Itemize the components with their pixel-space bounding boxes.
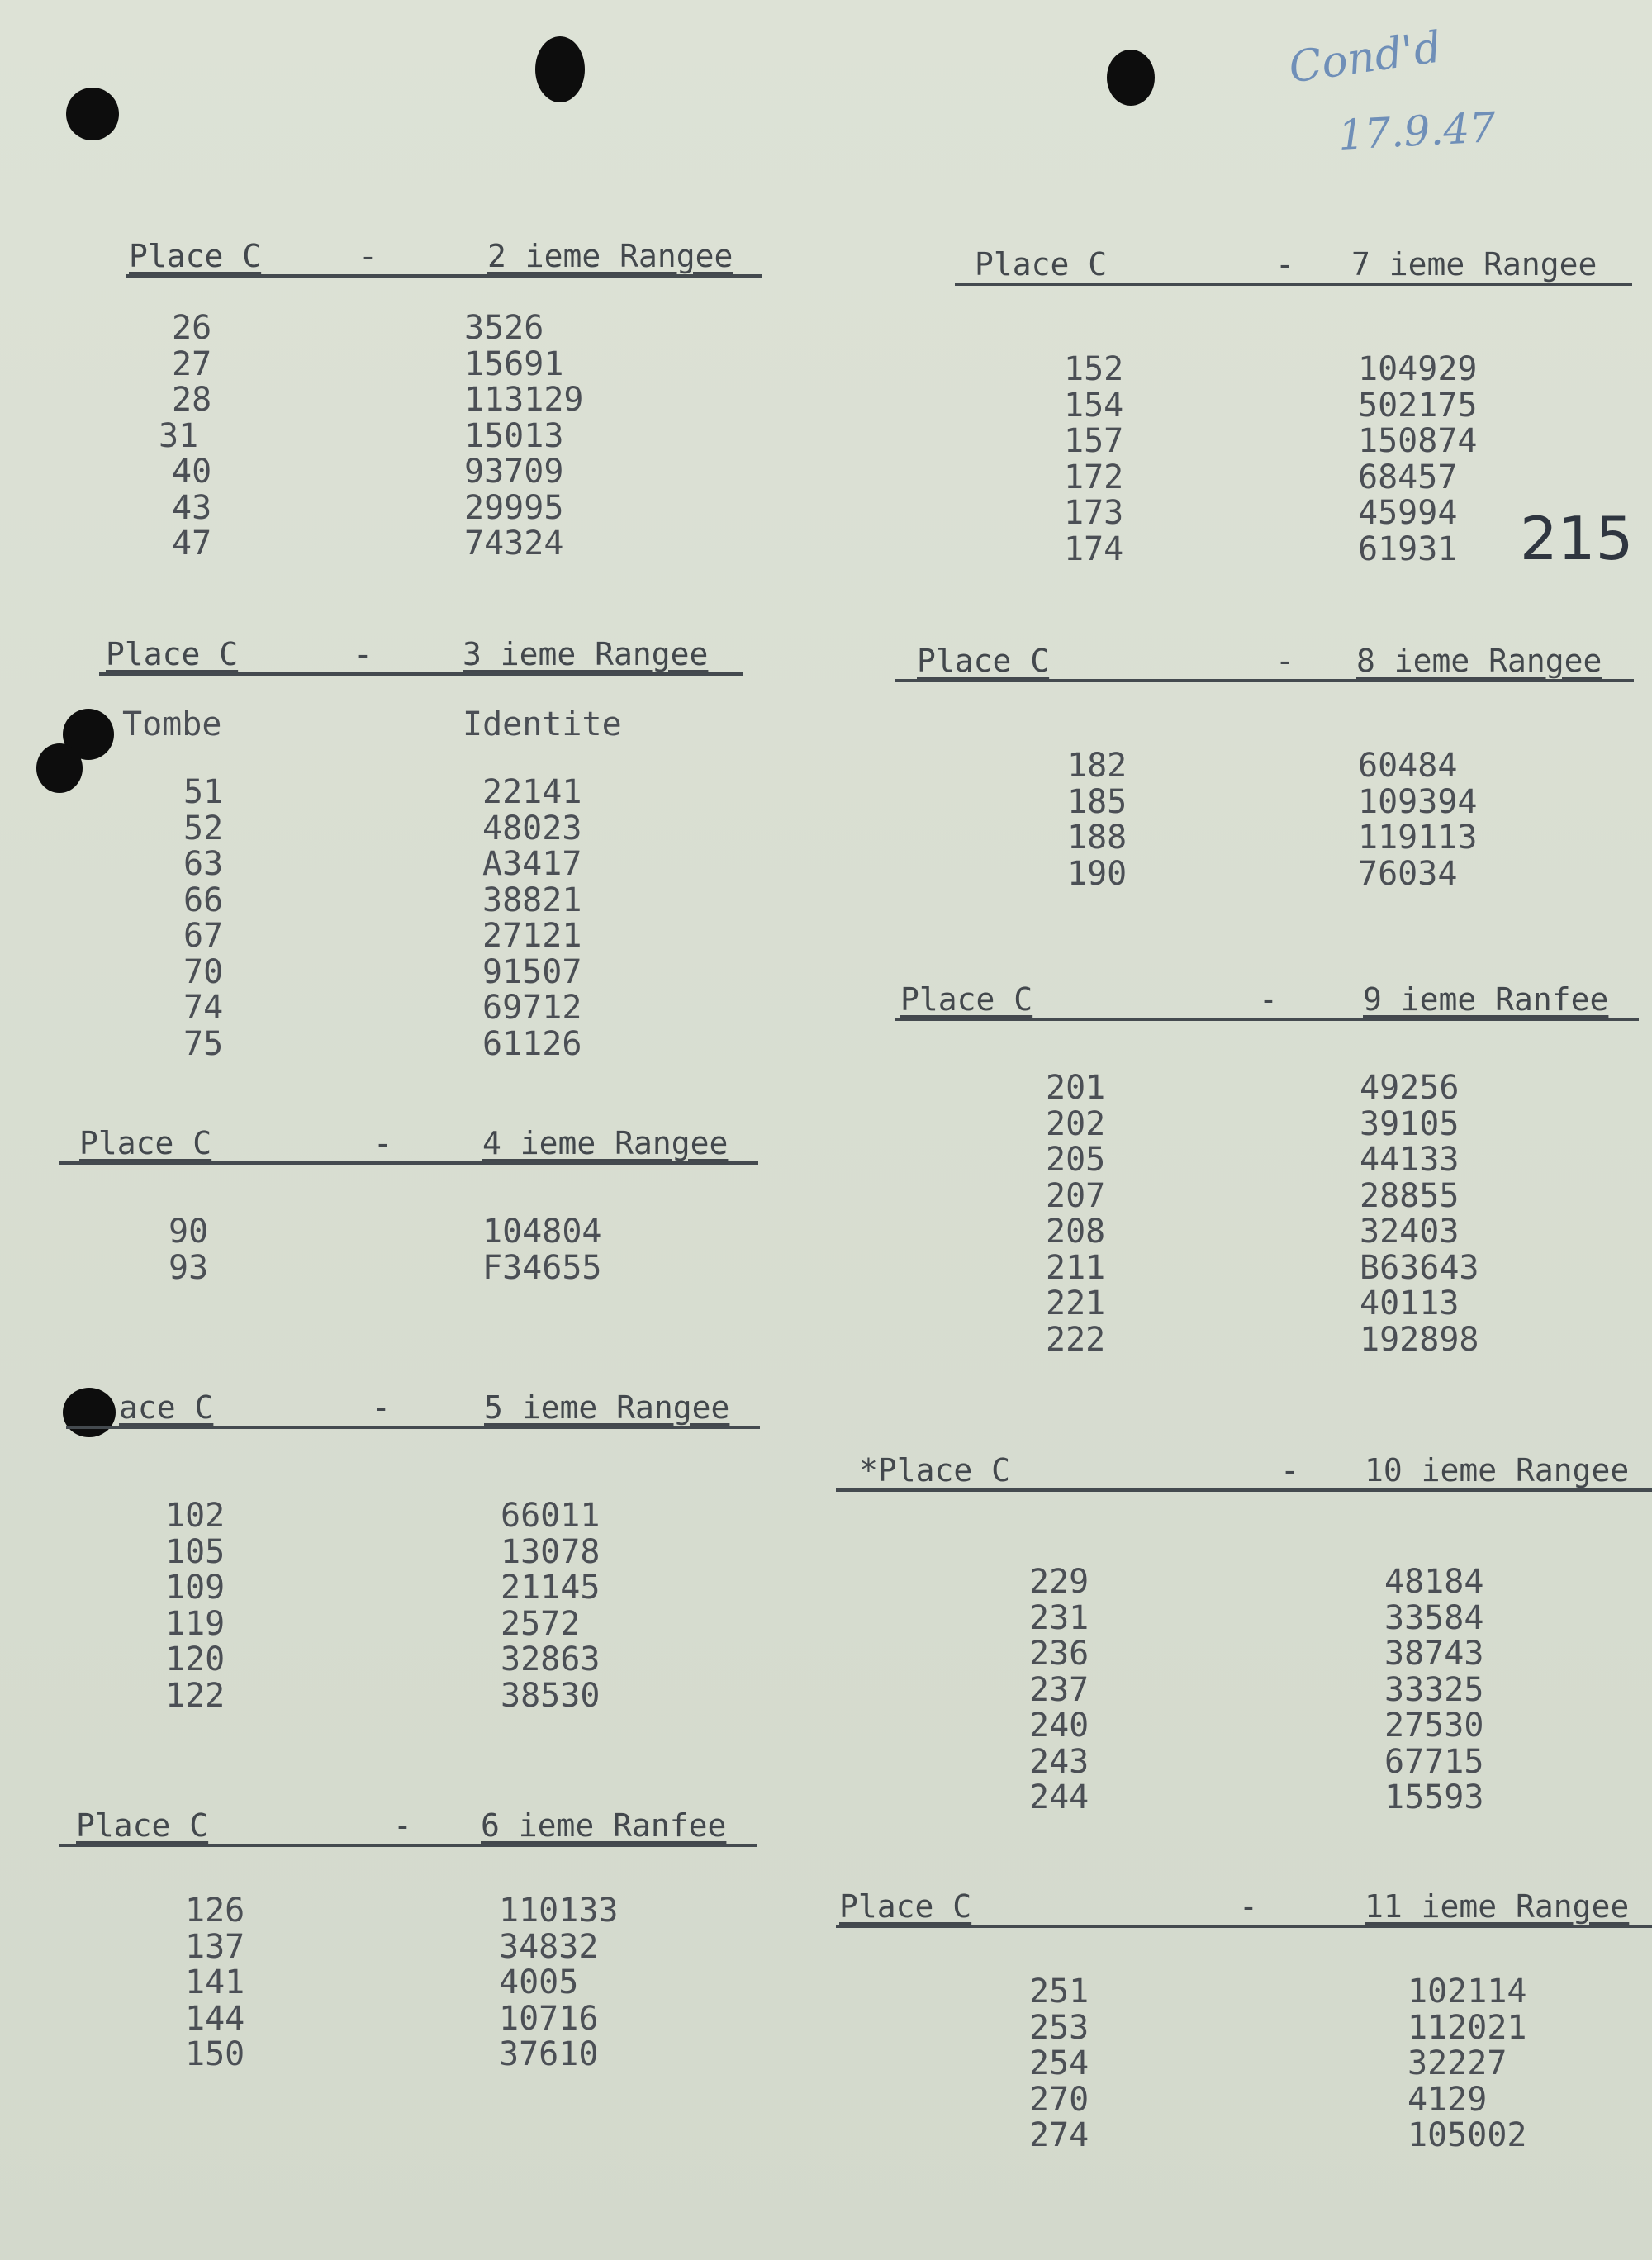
identite-number: 44133 [1360,1141,1460,1179]
tombe-number: 70 [183,952,224,991]
identite-number: 61126 [482,1024,582,1063]
section-header [895,641,1634,682]
identite-number: F34655 [482,1248,602,1287]
tombe-number: 109 [165,1569,225,1607]
identite-number: 69712 [482,989,582,1027]
dash: - [1259,981,1278,1018]
dash: - [393,1807,412,1844]
range-label: 3 ieme Rangee [463,636,709,672]
identite-number: 45994 [1358,494,1458,532]
tombe-number: 67 [183,917,224,955]
tombe-number: 141 [185,1963,245,2001]
tombe-number: 26 [172,309,212,347]
place-label: Place C [900,981,1033,1018]
table-row [66,1570,760,1607]
tombe-number: 137 [185,1927,245,1966]
identite-number: 39105 [1360,1104,1460,1143]
tombe-number: 40 [172,453,212,491]
dash: - [1275,643,1294,679]
tombe-number: 154 [1064,386,1124,425]
identite-number: 68457 [1358,458,1458,496]
tombe-number: 47 [172,525,212,563]
handwritten-note: Cond'd [1285,22,1445,93]
table-row [99,1024,743,1063]
table-row [99,847,743,883]
tombe-number: 28 [172,381,212,419]
table-row [895,854,1634,893]
identite-number: 61931 [1358,529,1458,568]
tombe-number: 173 [1064,494,1124,532]
identite-number: 32227 [1408,2044,1507,2082]
table-row [836,1598,1652,1637]
range-label: 2 ieme Rangee [487,238,733,274]
table-row [836,1636,1652,1673]
tombe-number: 51 [183,773,224,811]
table-row [126,488,762,527]
identite-number: 48023 [482,809,582,848]
identite-number: 38530 [501,1676,601,1715]
table-row [126,454,762,491]
identite-number: 502175 [1358,386,1478,425]
tombe-number: 185 [1067,782,1127,821]
tombe-number: 126 [185,1892,245,1930]
place-label: Place C [917,643,1050,679]
identite-number: 192898 [1360,1320,1479,1359]
tombe-number: 174 [1064,529,1124,568]
identite-number: 66011 [501,1497,601,1535]
tombe-number: 243 [1029,1742,1089,1781]
range-label: 9 ieme Ranfee [1363,981,1609,1018]
tombe-number: 237 [1029,1670,1089,1709]
table-row [66,1604,760,1643]
tombe-number: 202 [1046,1104,1106,1143]
identite-number: 13078 [501,1532,601,1571]
table-row [836,1974,1652,2011]
table-row [66,1532,760,1571]
identite-number: 27121 [482,917,582,955]
identite-number: 38743 [1384,1635,1484,1673]
range-label: 11 ieme Rangee [1365,1888,1630,1925]
table-row [836,1780,1652,1816]
identite-number: 21145 [501,1569,601,1607]
tombe-number: 221 [1046,1284,1106,1322]
dash: - [373,1125,392,1161]
tombe-number: 90 [169,1213,209,1251]
identite-number: 37610 [499,2035,599,2073]
table-row [59,2001,757,2038]
range-label: 4 ieme Rangee [482,1125,729,1161]
tombe-number: 43 [172,488,212,527]
tombe-number: 188 [1067,819,1127,857]
table-row [59,1965,757,2001]
identite-number: 150874 [1358,422,1478,460]
tombe-number: 102 [165,1497,225,1535]
range-label: 7 ieme Rangee [1351,246,1597,282]
table-row [895,1176,1639,1215]
range-label: 8 ieme Rangee [1356,643,1602,679]
table-row [59,2037,757,2073]
identite-number: 93709 [464,453,564,491]
table-row [836,2118,1652,2154]
table-row [955,529,1632,568]
identite-number: B63643 [1360,1248,1479,1287]
section-header [59,1123,758,1165]
tombe-number: 157 [1064,422,1124,460]
table-row [836,1670,1652,1709]
table-row [126,311,762,347]
identite-number: A3417 [482,845,582,883]
identite-number: 4129 [1408,2080,1488,2119]
identite-number: 4005 [499,1963,579,2001]
identite-number: 76034 [1358,854,1458,893]
tombe-number: 229 [1029,1563,1089,1601]
section-header [955,245,1632,286]
table-row [99,811,743,848]
table-row [955,352,1632,388]
table-row [59,1248,758,1287]
table-row [895,1286,1639,1322]
table-row [66,1642,760,1678]
tombe-number: 120 [165,1640,225,1678]
identite-number: 29995 [464,488,564,527]
table-row [895,1322,1639,1359]
section-header [66,1388,760,1429]
table-row [895,1071,1639,1107]
table-row [126,382,762,419]
tombe-number: 207 [1046,1176,1106,1215]
range-label: 6 ieme Ranfee [481,1807,727,1844]
dash: - [358,238,377,274]
tombe-number: 122 [165,1676,225,1715]
tombe-number: 254 [1029,2044,1089,2082]
tombe-number: 244 [1029,1778,1089,1816]
tombe-number: 201 [1046,1069,1106,1107]
identite-number: 67715 [1384,1742,1484,1781]
tombe-number: 222 [1046,1320,1106,1359]
identite-number: 104804 [482,1213,602,1251]
place-label: Place C [839,1888,972,1925]
section-header [895,980,1639,1021]
identite-number: 15593 [1384,1778,1484,1816]
tombe-number: 274 [1029,2116,1089,2154]
table-row [895,820,1634,857]
dash: - [372,1389,391,1426]
tombe-number: 182 [1067,747,1127,785]
tombe-number: 74 [183,989,224,1027]
tombe-number: 75 [183,1024,224,1063]
table-row [59,1893,757,1930]
tombe-number: 52 [183,809,224,848]
identite-number: 102114 [1408,1973,1527,2011]
table-row [66,1678,760,1715]
place-label: Place C [129,238,262,274]
place-label: Place C [975,246,1108,282]
identite-number: 3526 [464,309,544,347]
table-row [836,2082,1652,2119]
punch-hole [535,36,585,102]
identite-number: 22141 [482,773,582,811]
tombe-number: 27 [172,344,212,383]
identite-number: 15691 [464,344,564,383]
punch-hole [66,88,119,140]
table-row [895,748,1634,785]
tombe-number: 152 [1064,350,1124,388]
identite-number: 112021 [1408,2008,1527,2047]
pencil-page-number: 215 [1520,504,1634,573]
dash: - [1280,1452,1299,1488]
identite-number: 74324 [464,525,564,563]
place-label: Place C [79,1125,212,1161]
identite-number: 33325 [1384,1670,1484,1709]
tombe-number: 270 [1029,2080,1089,2119]
table-row [955,424,1632,460]
identite-number: 105002 [1408,2116,1527,2154]
table-row [99,952,743,991]
table-row [836,1708,1652,1745]
identite-number: 38821 [482,881,582,919]
tombe-number: 236 [1029,1635,1089,1673]
tombe-number: 211 [1046,1248,1106,1287]
table-row [895,1214,1639,1251]
dash: - [1239,1888,1258,1925]
section-header [836,1450,1652,1492]
handwritten-date: 17.9.47 [1336,103,1498,159]
tombe-number: 150 [185,2035,245,2073]
tombe-number: 66 [183,881,224,919]
identite-number: 32863 [501,1640,601,1678]
table-row [836,1564,1652,1601]
section-header [126,236,762,278]
identite-number: 34832 [499,1927,599,1966]
table-row [955,460,1632,496]
tombe-number: 105 [165,1532,225,1571]
table-row [895,1248,1639,1287]
place-label: *Place C [859,1452,1011,1488]
tombe-number: 172 [1064,458,1124,496]
place-label: Place C [106,636,239,672]
table-row [836,2046,1652,2082]
table-row [895,1104,1639,1143]
identite-number: 110133 [499,1892,619,1930]
column-header-identite: Identite [463,705,622,743]
identite-number: 32403 [1360,1213,1460,1251]
identite-number: 60484 [1358,747,1458,785]
section-header [836,1887,1652,1928]
table-row [895,782,1634,821]
identite-number: 40113 [1360,1284,1460,1322]
tombe-number: 251 [1029,1973,1089,2011]
table-row [836,2008,1652,2047]
tombe-number: 190 [1067,854,1127,893]
identite-number: 49256 [1360,1069,1460,1107]
table-row [895,1142,1639,1179]
place-label: Place C [76,1807,209,1844]
section-header [99,634,743,676]
identite-number: 109394 [1358,782,1478,821]
tombe-number: 93 [169,1248,209,1287]
tombe-number: 119 [165,1604,225,1643]
identite-number: 27530 [1384,1707,1484,1745]
table-row [836,1742,1652,1781]
tombe-number: 208 [1046,1213,1106,1251]
identite-number: 104929 [1358,350,1478,388]
place-label: ace C [119,1389,214,1426]
table-row [126,344,762,383]
identite-number: 119113 [1358,819,1478,857]
tombe-number: 231 [1029,1598,1089,1637]
table-row [126,416,762,455]
table-row [59,1927,757,1966]
column-header-tombe: Tombe [122,705,222,743]
tombe-number: 205 [1046,1141,1106,1179]
identite-number: 91507 [482,952,582,991]
tombe-number: 240 [1029,1707,1089,1745]
dash: - [1275,246,1294,282]
table-row [99,919,743,955]
punch-hole [36,743,83,793]
tombe-number: 144 [185,1999,245,2038]
range-label: 10 ieme Rangee [1365,1452,1630,1488]
range-label: 5 ieme Rangee [484,1389,730,1426]
identite-number: 28855 [1360,1176,1460,1215]
identite-number: 48184 [1384,1563,1484,1601]
identite-number: 33584 [1384,1598,1484,1637]
tombe-number: 63 [183,845,224,883]
table-row [59,1214,758,1251]
tombe-number: 31 [159,416,199,455]
table-row [955,388,1632,425]
identite-number: 10716 [499,1999,599,2038]
identite-number: 113129 [464,381,584,419]
table-row [99,990,743,1027]
identite-number: 15013 [464,416,564,455]
table-row [955,496,1632,532]
tombe-number: 253 [1029,2008,1089,2047]
table-row [99,883,743,919]
table-row [99,775,743,811]
section-header [59,1806,757,1847]
punch-hole [1107,50,1155,106]
dash: - [354,636,373,672]
table-row [126,526,762,563]
table-row [66,1498,760,1535]
identite-number: 2572 [501,1604,581,1643]
